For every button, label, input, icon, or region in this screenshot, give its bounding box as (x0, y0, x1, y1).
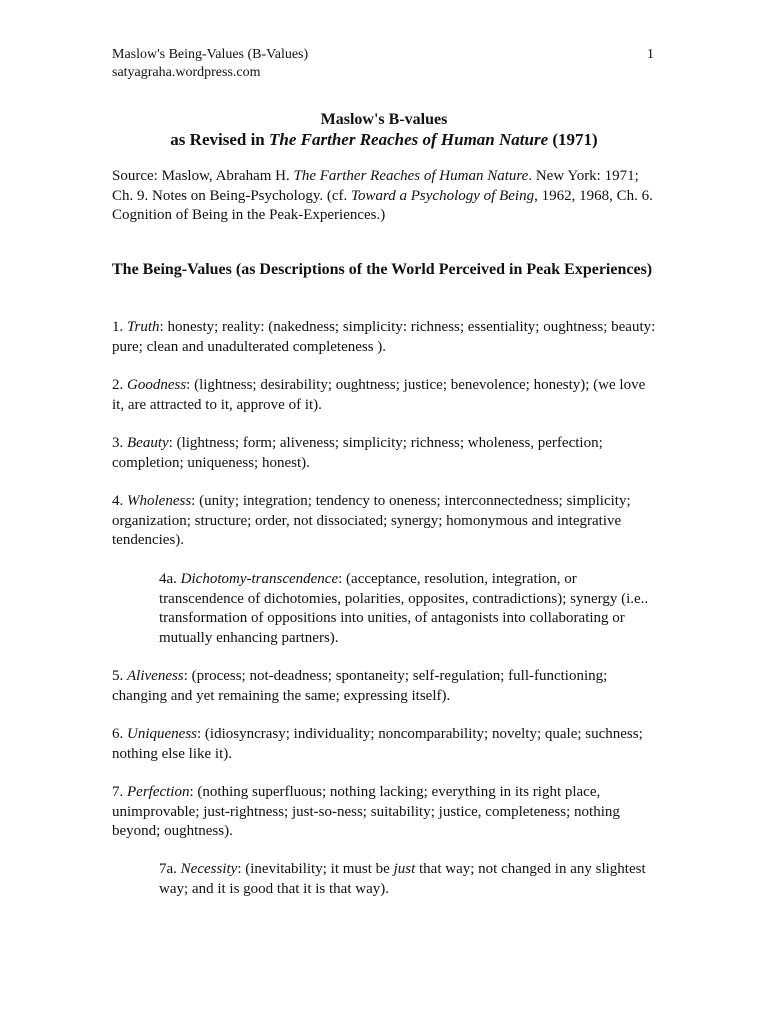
entry-text: : honesty; reality: (nakedness; simplicity: richness; essentiality; oughtness; beauty: pure; clean and unadulterated completeness ). (112, 319, 656, 355)
b-value-entry-dichotomy-transcendence (159, 570, 659, 648)
entry-number: 4a. (159, 571, 181, 587)
b-value-entry-wholeness (112, 492, 660, 551)
entry-term: Beauty (127, 435, 169, 451)
entry-term: Aliveness (127, 668, 184, 684)
entry-term: Necessity (180, 861, 238, 877)
entry-number: 6. (112, 726, 127, 742)
entry-term: Dichotomy-transcendence (180, 571, 339, 587)
b-value-entry-perfection (112, 783, 660, 842)
entry-term: Truth (127, 319, 160, 335)
section-heading: The Being-Values (as Descriptions of the World Perceived in Peak Experiences) (112, 261, 653, 278)
entry-text: : (lightness; form; aliveness; simplicity; richness; wholeness, perfection; completion; uniqueness; honest). (112, 435, 603, 471)
source-book-1: The Farther Reaches of Human Nature (293, 168, 529, 184)
source-text-1: Source: Maslow, Abraham H. (112, 168, 294, 184)
entry-term: Goodness (127, 377, 187, 393)
entry-emphasis: just (393, 861, 416, 877)
running-header-site: satyagraha.wordpress.com (112, 65, 261, 80)
document-title (112, 110, 656, 150)
entry-number: 2. (112, 377, 127, 393)
entry-term: Perfection (127, 784, 190, 800)
title-line-2-prefix: as Revised in (170, 130, 270, 149)
title-line-2-suffix: (1971) (548, 130, 598, 149)
b-value-entry-beauty (112, 434, 660, 473)
entry-number: 7. (112, 784, 127, 800)
entry-text-continued: that way; not changed in any slightest way; and it is good that it is that way). (159, 861, 646, 897)
page-number: 1 (647, 47, 654, 62)
b-value-entry-goodness (112, 376, 660, 415)
entry-text: : (acceptance, resolution, integration, or transcendence of dichotomies, polarities, opposites, contradictions); synergy (i.e.. transformation of oppositions into unities, of antagonists into collaborating or mutually enhancing partners). (159, 571, 649, 646)
entry-number: 7a. (159, 861, 181, 877)
entry-text: : (inevitability; it must be (237, 861, 394, 877)
entry-number: 4. (112, 493, 127, 509)
b-value-entry-uniqueness (112, 725, 660, 764)
entry-number: 1. (112, 319, 127, 335)
source-citation (112, 167, 662, 226)
title-book: The Farther Reaches of Human Nature (269, 130, 549, 149)
entry-text: : (process; not-deadness; spontaneity; self-regulation; full-functioning; changing and yet remaining the same; expressing itself). (112, 668, 608, 704)
source-text-2: . New York: 1971; Ch. 9. Notes on Being-Psychology. (cf. (112, 168, 639, 204)
entry-term: Uniqueness (127, 726, 197, 742)
title-line-2 (112, 130, 656, 150)
entry-text: : (unity; integration; tendency to oneness; interconnectedness; simplicity; organization; structure; order, not dissociated; synergy; homonymous and integrative tendencies). (112, 493, 631, 548)
b-value-entry-aliveness (112, 667, 660, 706)
b-value-entry-truth (112, 318, 660, 357)
entry-text: : (idiosyncrasy; individuality; noncomparability; novelty; quale; suchness; nothing else like it). (112, 726, 643, 762)
entry-text: : (lightness; desirability; oughtness; justice; benevolence; honesty); (we love it, are attracted to it, approve of it). (112, 377, 646, 413)
source-text-3: , 1962, 1968, Ch. 6. Cognition of Being in the Peak-Experiences.) (112, 187, 653, 223)
entry-term: Wholeness (127, 493, 192, 509)
entry-number: 3. (112, 435, 127, 451)
entry-text: : (nothing superfluous; nothing lacking; everything in its right place, unimprovable; just-rightness; just-so-ness; suitability; justice, completeness; nothing beyond; oughtness). (112, 784, 620, 839)
running-header-title: Maslow's Being-Values (B-Values) (112, 47, 309, 62)
title-line-1: Maslow's B-values (320, 111, 448, 128)
b-value-entry-necessity (159, 860, 659, 899)
source-book-2: Toward a Psychology of Being (351, 187, 535, 204)
entry-number: 5. (112, 668, 127, 684)
